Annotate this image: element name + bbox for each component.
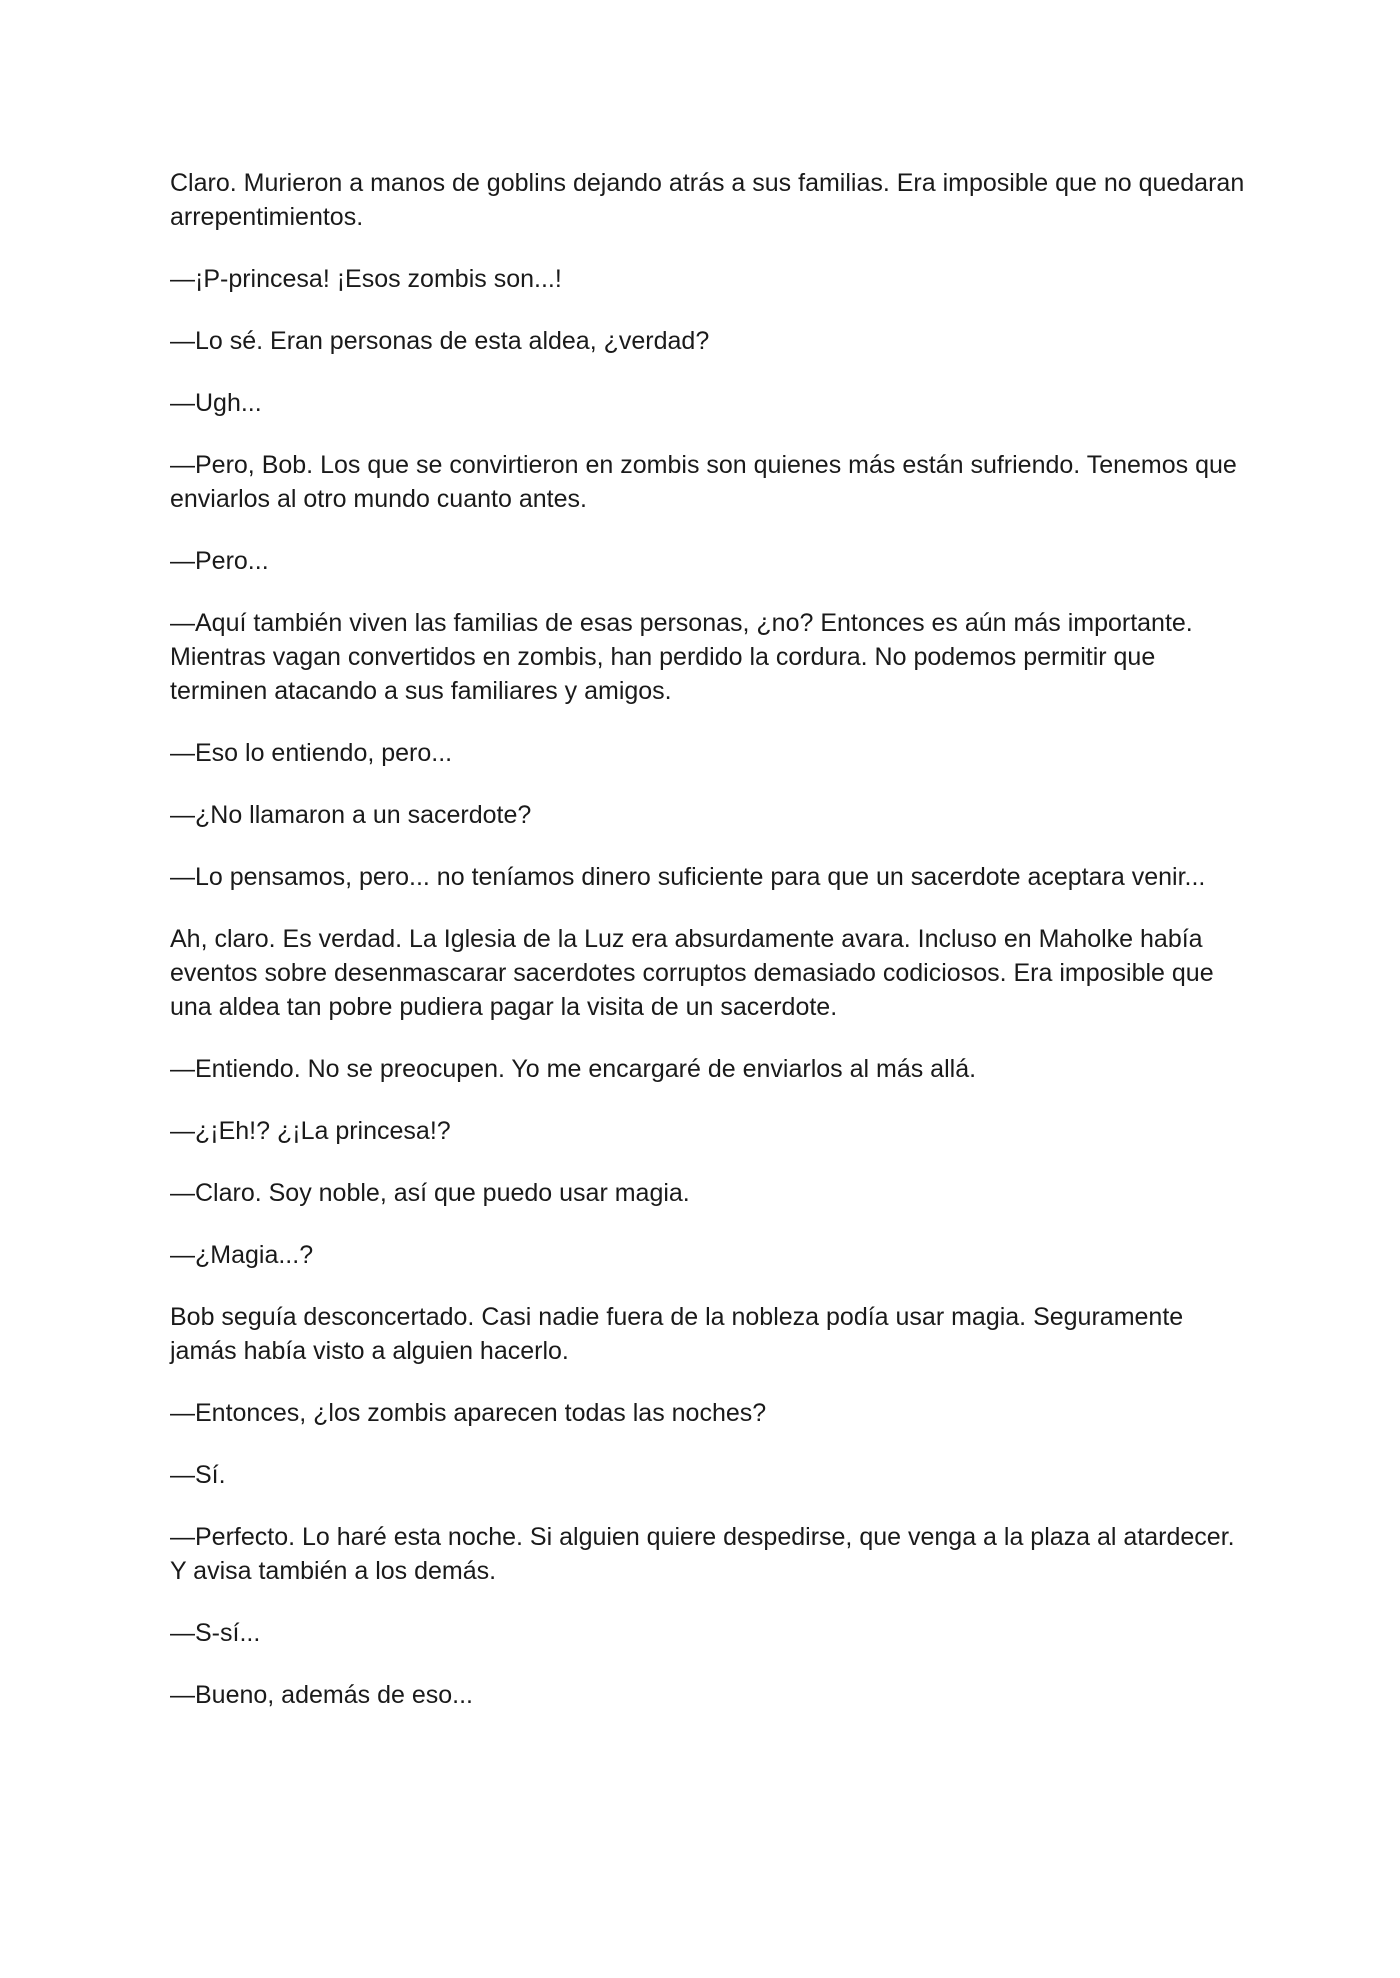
paragraph: —Pero... xyxy=(170,547,269,575)
paragraph: —Ugh... xyxy=(170,389,262,417)
paragraph: —¿No llamaron a un sacerdote? xyxy=(170,801,532,829)
paragraph: —¿Magia...? xyxy=(170,1241,314,1269)
paragraph: —Aquí también viven las familias de esas personas, ¿no? Entonces es aún más importante. Mientras vagan convertidos en zombis, han perdido la cordura. No podemos permitir que terminen atacando a sus familiares y amigos. xyxy=(170,609,1193,705)
paragraph: —Lo sé. Eran personas de esta aldea, ¿verdad? xyxy=(170,327,710,355)
paragraph: —Claro. Soy noble, así que puedo usar magia. xyxy=(170,1179,690,1207)
paragraph: —¿¡Eh!? ¿¡La princesa!? xyxy=(170,1117,451,1145)
paragraph: Claro. Murieron a manos de goblins dejando atrás a sus familias. Era imposible que no quedaran arrepentimientos. xyxy=(170,169,1245,231)
paragraph: —Entonces, ¿los zombis aparecen todas las noches? xyxy=(170,1399,767,1427)
paragraph: —Bueno, además de eso... xyxy=(170,1681,473,1709)
paragraph: Ah, claro. Es verdad. La Iglesia de la Luz era absurdamente avara. Incluso en Maholke había eventos sobre desenmascarar sacerdotes corruptos demasiado codiciosos. Era imposible que una aldea tan pobre pudiera pagar la visita de un sacerdote. xyxy=(170,925,1214,1021)
paragraph: —Eso lo entiendo, pero... xyxy=(170,739,453,767)
document-body xyxy=(170,166,1250,1740)
paragraph: —S-sí... xyxy=(170,1619,261,1647)
paragraph: —Lo pensamos, pero... no teníamos dinero suficiente para que un sacerdote aceptara venir... xyxy=(170,863,1206,891)
paragraph: Bob seguía desconcertado. Casi nadie fuera de la nobleza podía usar magia. Seguramente jamás había visto a alguien hacerlo. xyxy=(170,1303,1184,1365)
paragraph: —Sí. xyxy=(170,1461,226,1489)
paragraph: —¡P-princesa! ¡Esos zombis son...! xyxy=(170,265,562,293)
paragraph: —Perfecto. Lo haré esta noche. Si alguien quiere despedirse, que venga a la plaza al atardecer. Y avisa también a los demás. xyxy=(170,1523,1235,1585)
paragraph: —Entiendo. No se preocupen. Yo me encargaré de enviarlos al más allá. xyxy=(170,1055,977,1083)
paragraph: —Pero, Bob. Los que se convirtieron en zombis son quienes más están sufriendo. Tenemos que enviarlos al otro mundo cuanto antes. xyxy=(170,451,1237,513)
